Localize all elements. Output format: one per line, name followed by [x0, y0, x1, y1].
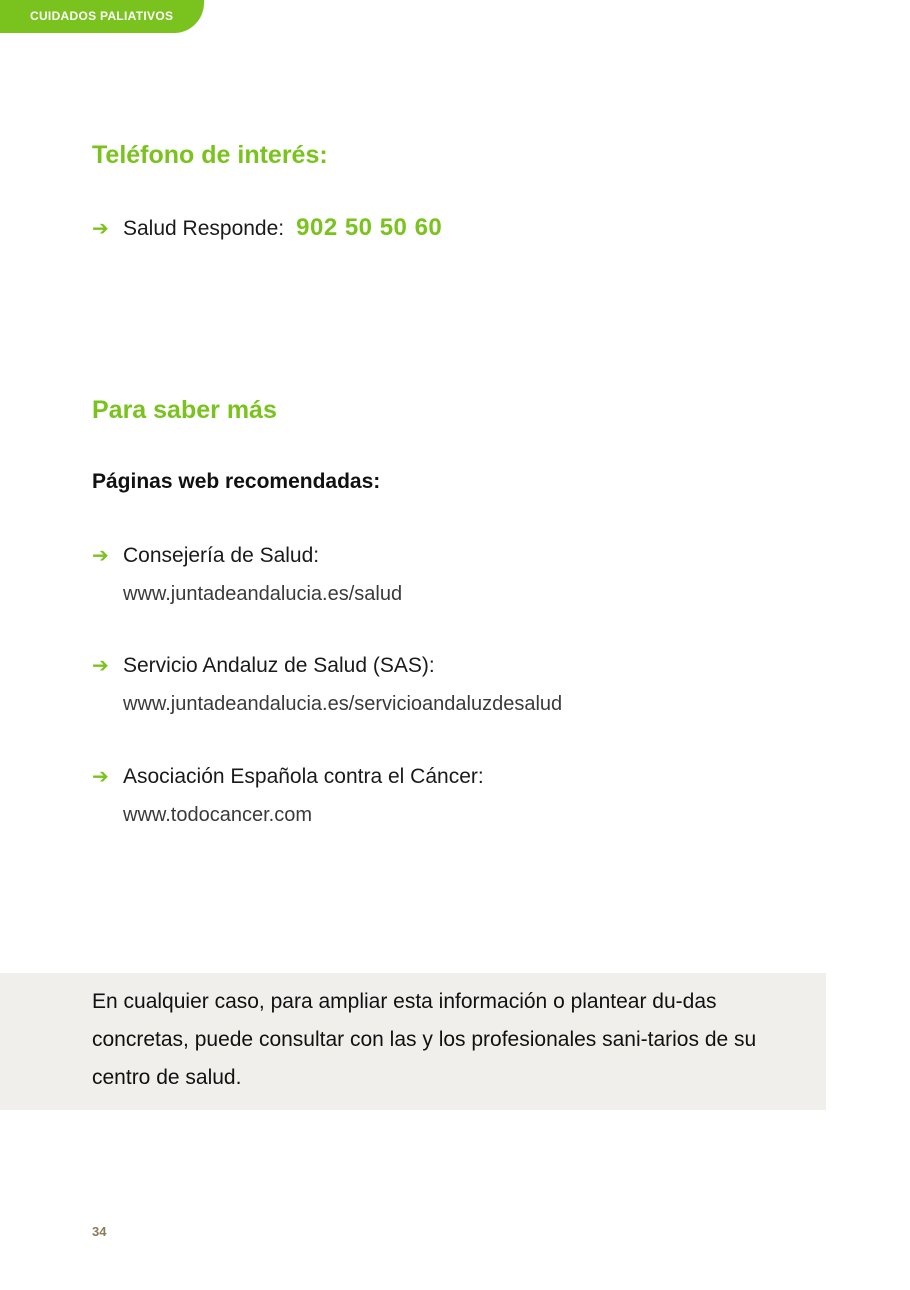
arrow-right-icon: ➔ — [92, 766, 109, 788]
link-item-label: Consejería de Salud: — [123, 544, 320, 567]
phone-section-title: Teléfono de interés: — [92, 141, 328, 169]
note-text: En cualquier caso, para ampliar esta información o plantear du-das concretas, puede consultar con las y los profesionales sani-tarios de su centro de salud. — [92, 990, 757, 1089]
more-section-title: Para saber más — [92, 396, 277, 424]
link-item-sas — [92, 653, 435, 678]
link-item-aecc — [92, 764, 484, 789]
section-tab: CUIDADOS PALIATIVOS — [0, 0, 204, 33]
phone-number[interactable]: 902 50 50 60 — [296, 214, 443, 241]
recommended-sites-heading: Páginas web recomendadas: — [92, 470, 381, 493]
arrow-right-icon: ➔ — [92, 218, 109, 240]
phone-item — [92, 214, 442, 242]
link-item-label: Servicio Andaluz de Salud (SAS): — [123, 654, 435, 677]
link-url[interactable]: www.todocancer.com — [123, 804, 312, 826]
link-item-label: Asociación Española contra el Cáncer: — [123, 765, 484, 788]
page-number: 34 — [92, 1224, 107, 1239]
arrow-right-icon: ➔ — [92, 545, 109, 567]
arrow-right-icon: ➔ — [92, 655, 109, 677]
link-item-consejeria — [92, 543, 319, 568]
link-url[interactable]: www.juntadeandalucia.es/servicioandaluzdesalud — [123, 693, 563, 715]
phone-item-label: Salud Responde: — [123, 217, 285, 240]
link-url[interactable]: www.juntadeandalucia.es/salud — [123, 583, 403, 605]
